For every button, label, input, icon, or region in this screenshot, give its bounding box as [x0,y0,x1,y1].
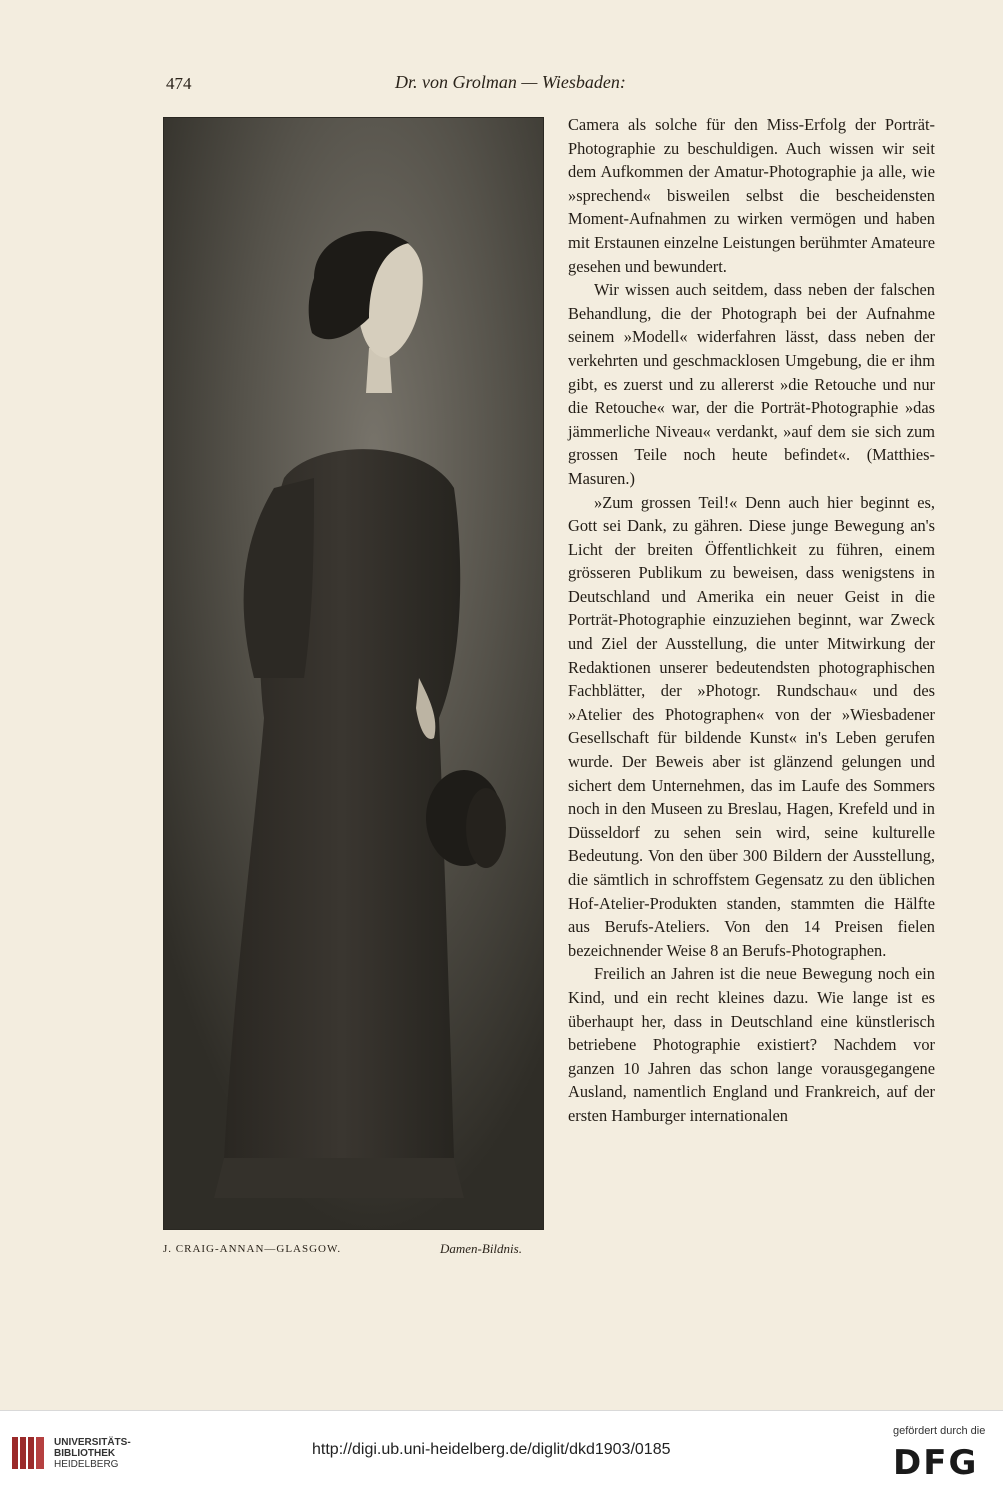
paragraph: Camera als solche für den Miss-Erfolg der Porträt-Photographie zu beschuldigen. Auch wissen wir seit dem Aufkommen der Amatur-Photographie ja alle, wie »sprechend« bisweilen selbst die bescheidensten Moment-Aufnahmen zu wirken vermögen und haben mit Erstaunen einzelne Leistungen berühmter Amateure gesehen und bewundert. [568,115,935,276]
library-name-line: HEIDELBERG [54,1458,119,1470]
funder-logo[interactable]: DFG [893,1443,979,1483]
paragraph: »Zum grossen Teil!« Denn auch hier beginnt es, Gott sei Dank, zu gähren. Diese junge Bewegung an's Licht der breiten Öffentlichkeit zu führen, einem grösseren Publikum zu beweisen, dass wenigstens in Deutschland und Amerika ein neuer Geist in die Porträt-Photographie einzuziehen beginnt, war Zweck und Ziel der Ausstellung, die unter Mitwirkung der Redaktionen unserer bedeutendsten photographischen Fachblätter, der »Photogr. Rundschau« und des »Atelier des Photographen« von der »Wiesbadener Gesellschaft für bildende Kunst« in's Leben gerufen wurde. Der Beweis aber ist glänzend gelungen und sichert dem Unternehmen, das im Laufe des Sommers noch in den Museen zu Breslau, Hagen, Krefeld und in Düsseldorf zu sehen sein wird, seine kulturelle Bedeutung. Von den über 300 Bildern der Ausstellung, die sämtlich in schroffstem Gegensatz zu den üblichen Hof-Atelier-Produkten standen, stammten die Hälfte aus Berufs-Ateliers. Von den 14 Preisen fielen bezeichnender Weise 8 an Berufs-Photographen. [568,492,935,960]
page-number: 474 [166,74,192,93]
body-text-column [568,113,935,1128]
viewer-footer [0,1410,1003,1487]
library-name-line: BIBLIOTHEK [54,1447,116,1459]
library-logo[interactable] [10,1433,131,1473]
funder-note: gefördert durch die [893,1425,986,1437]
paragraph: Wir wissen auch seitdem, dass neben der falschen Behandlung, die der Photograph bei der Aufnahme seinem »Modell« widerfahren lässt, dass neben der verkehrten und geschmacklosen Umgebung, die er ihm gibt, es zuerst und zu allererst »die Retouche und nur die Retouche« war, der die Porträt-Photographie »das jämmerliche Niveau« verdankt, »auf dem sie sich zum grossen Teile noch heute befindet«. (Matthies-Masuren.) [568,280,935,488]
library-name-line: UNIVERSITÄTS- [54,1436,131,1448]
permalink-url[interactable]: http://digi.ub.uni-heidelberg.de/diglit/dkd1903/0185 [312,1441,671,1458]
portrait-illustration [164,118,544,1230]
library-name [54,1437,131,1470]
running-head: Dr. von Grolman — Wiesbaden: [395,72,626,92]
paragraph: Freilich an Jahren ist die neue Bewegung noch ein Kind, und ein recht kleines dazu. Wie lange ist es überhaupt her, dass in Deutschland eine künstlerisch betriebene Photographie existiert? Nachdem vor ganzen 10 Jahren das schon lange vorausgegangene Ausland, namentlich England und Frankreich, auf der ersten Hamburger internationalen [568,964,935,1125]
photo-title-caption: Damen-Bildnis. [440,1241,522,1256]
portrait-photograph [163,117,544,1230]
photo-credit-caption: J. CRAIG-ANNAN—GLASGOW. [163,1243,342,1255]
library-crest-icon [10,1433,46,1473]
